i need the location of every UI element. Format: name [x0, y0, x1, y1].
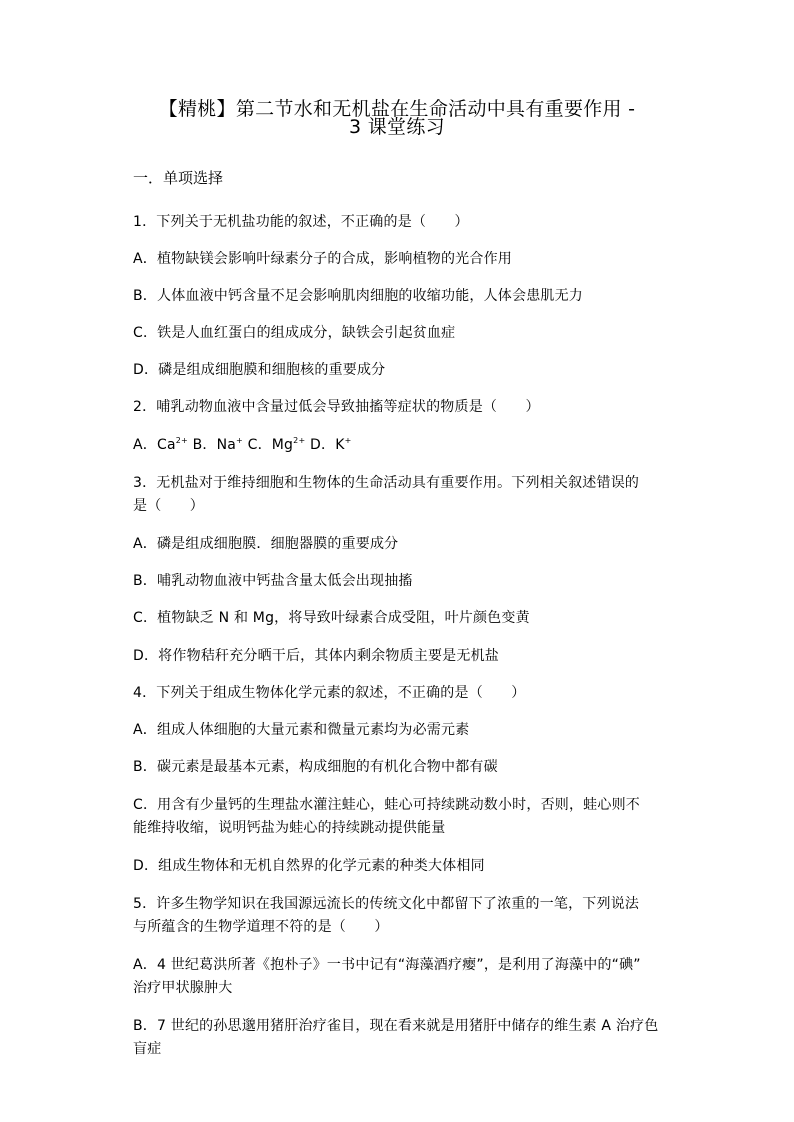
document-title-line-1: 【精桃】第二节水和无机盐在生命活动中具有重要作用 - — [158, 98, 636, 120]
question-2-stem: 2．哺乳动物血液中含量过低会导致抽搐等症状的物质是（ ） — [133, 399, 540, 415]
question-5-option-b-line-2: 盲症 — [133, 1041, 162, 1057]
ion-charge: + — [344, 436, 352, 445]
ion-charge: 2+ — [175, 436, 188, 445]
question-1-option-b: B．人体血液中钙含量不足会影响肌肉细胞的收缩功能，人体会患肌无力 — [133, 288, 584, 304]
section-heading: 一．单项选择 — [133, 169, 224, 187]
option-a-ion: A．Ca — [133, 437, 176, 453]
question-4-stem: 4．下列关于组成生物体化学元素的叙述，不正确的是（ ） — [133, 685, 526, 701]
question-1-option-d: D．磷是组成细胞膜和细胞核的重要成分 — [133, 362, 386, 378]
document-title-line-2: 3 课堂练习 — [349, 116, 445, 138]
question-1-option-a: A．植物缺镁会影响叶绿素分子的合成，影响植物的光合作用 — [133, 251, 512, 267]
question-4-option-c-line-1: C．用含有少量钙的生理盐水灌注蛙心，蛙心可持续跳动数小时，否则，蛙心则不 — [133, 797, 640, 813]
question-3-option-d: D．将作物秸秆充分晒干后，其体内剩余物质主要是无机盐 — [133, 648, 499, 664]
question-1-stem: 1．下列关于无机盐功能的叙述，不正确的是（ ） — [133, 214, 469, 230]
question-5-option-a-line-1: A．4 世纪葛洪所著《抱朴子》一书中记有“海藻酒疗瘿”，是利用了海藻中的“碘” — [133, 957, 641, 973]
ion-charge: + — [236, 436, 243, 445]
question-4-option-c-line-2: 能维持收缩，说明钙盐为蛙心的持续跳动提供能量 — [133, 820, 446, 836]
question-3-option-c: C．植物缺乏 N 和 Mg，将导致叶绿素合成受阻，叶片颜色变黄 — [133, 610, 530, 626]
question-3-option-a: A．磷是组成细胞膜．细胞器膜的重要成分 — [133, 536, 399, 552]
option-b-ion: B．Na — [187, 437, 237, 453]
question-5-stem-line-1: 5．许多生物学知识在我国源远流长的传统文化中都留下了浓重的一笔，下列说法 — [133, 896, 640, 912]
option-d-ion: D．K — [305, 437, 345, 453]
question-4-option-b: B．碳元素是最基本元素，构成细胞的有机化合物中都有碳 — [133, 759, 498, 775]
question-5-option-b-line-1: B．7 世纪的孙思邈用猪肝治疗雀目，现在看来就是用猪肝中储存的维生素 A 治疗色 — [133, 1018, 659, 1034]
question-3-stem-line-1: 3．无机盐对于维持细胞和生物体的生命活动具有重要作用。下列相关叙述错误的 — [133, 475, 640, 491]
question-1-option-c: C．铁是人血红蛋白的组成成分，缺铁会引起贫血症 — [133, 325, 456, 341]
question-2-options — [133, 434, 663, 456]
question-4-option-d: D．组成生物体和无机自然界的化学元素的种类大体相同 — [133, 858, 485, 874]
option-c-ion: C．Mg — [242, 437, 294, 453]
ion-charge: 2+ — [293, 436, 306, 445]
question-4-option-a: A．组成人体细胞的大量元素和微量元素均为必需元素 — [133, 722, 470, 738]
question-5-stem-line-2: 与所蕴含的生物学道理不符的是（ ） — [133, 919, 389, 935]
question-3-stem-line-2: 是（ ） — [133, 498, 204, 514]
question-3-option-b: B．哺乳动物血液中钙盐含量太低会出现抽搐 — [133, 573, 413, 589]
question-5-option-a-line-2: 治疗甲状腺肿大 — [133, 980, 233, 996]
